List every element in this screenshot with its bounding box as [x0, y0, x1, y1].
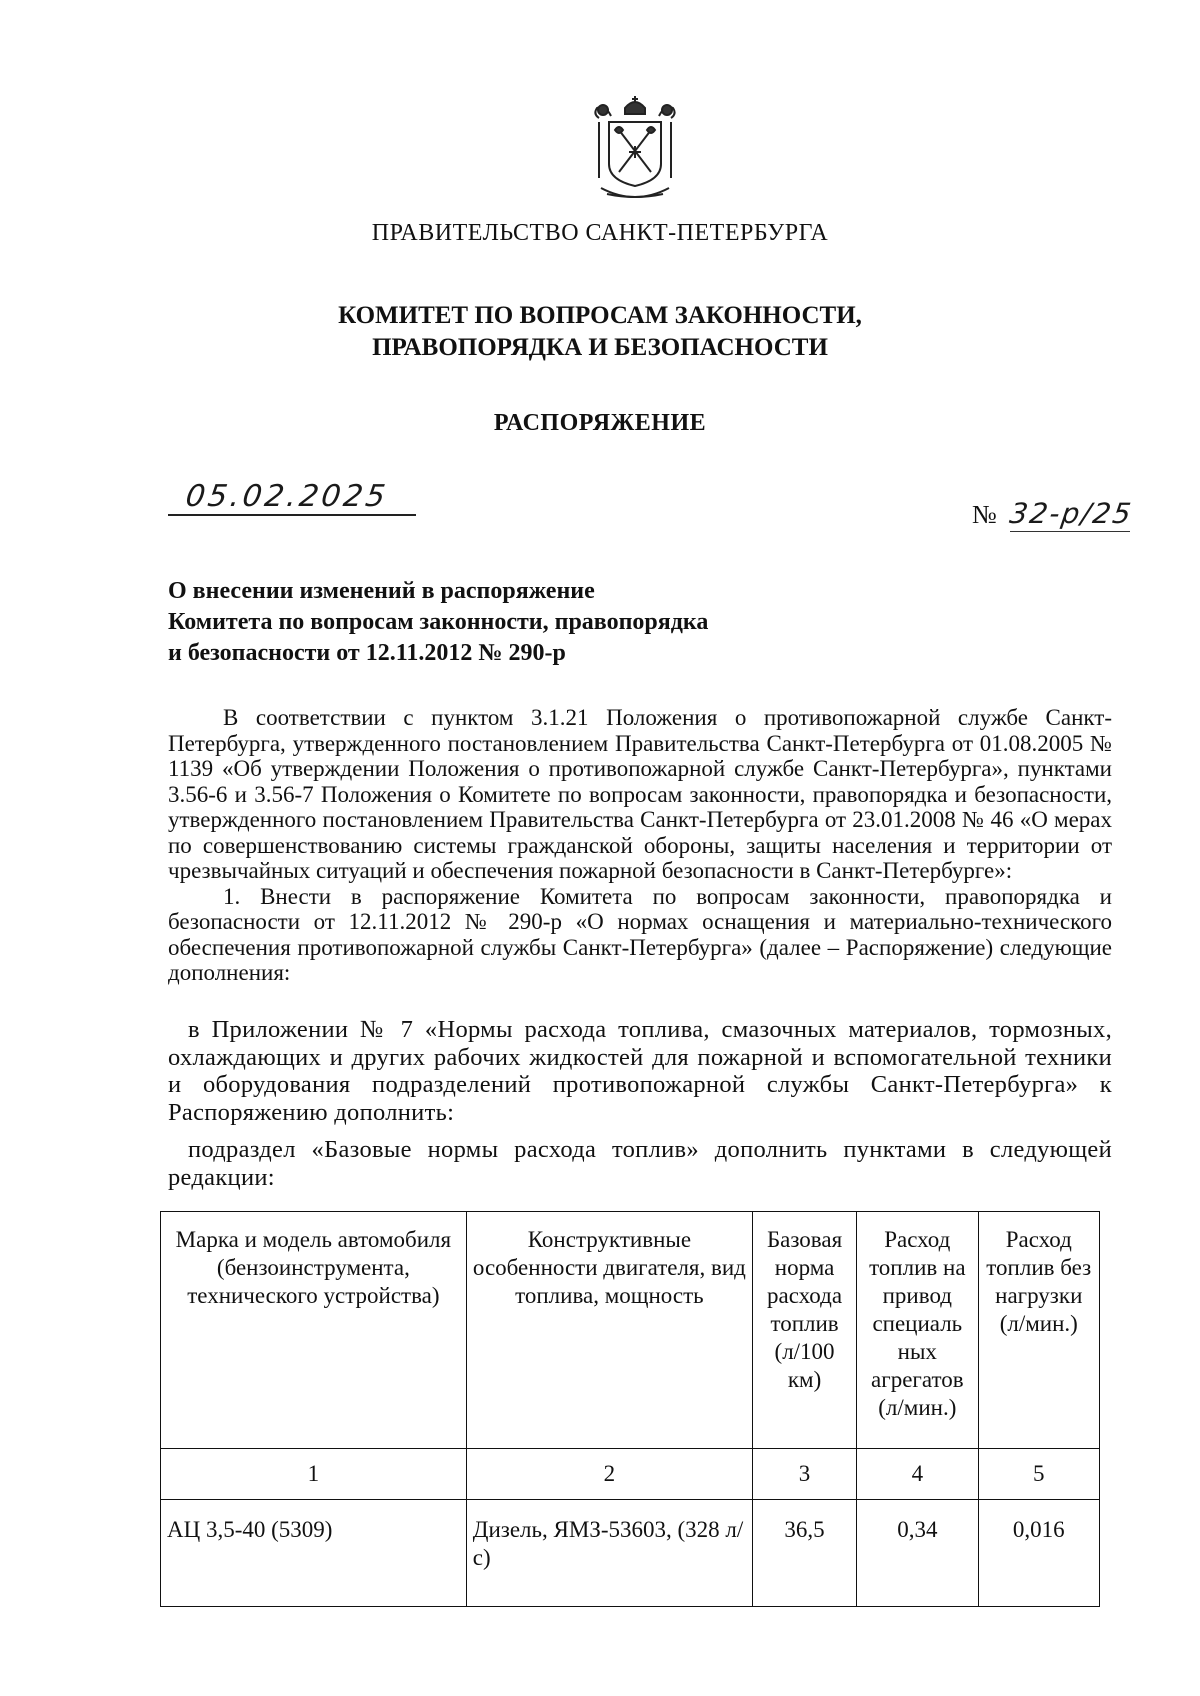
index-cell: 5	[978, 1449, 1099, 1500]
cell-aggregate-consumption: 0,34	[857, 1500, 978, 1607]
committee-title	[0, 300, 1200, 364]
header-cell-aggregate-consumption: Расход топлив на привод специаль ных агрегатов (л/мин.)	[857, 1212, 978, 1449]
body-text	[168, 705, 1112, 986]
st-petersburg-coat-of-arms-icon	[589, 94, 681, 206]
index-cell: 1	[161, 1449, 467, 1500]
index-cell: 4	[857, 1449, 978, 1500]
cell-base-norm: 36,5	[753, 1500, 857, 1607]
paragraph-preamble: В соответствии с пунктом 3.1.21 Положения о противопожарной службе Санкт-Петербурга, утвержденного постановлением Правительства Санкт-Петербурга от 01.08.2005 № 1139 «Об утверждении Положения о противопожарной службе Санкт-Петербурга», пунктами 3.56-6 и 3.56-7 Положения о Комитете по вопросам законности, правопорядка и безопасности, утвержденного постановлением Правительства Санкт-Петербурга от 23.01.2008 № 46 «О мерах по совершенствованию системы гражданской обороны, защиты населения и территории от чрезвычайных ситуаций и обеспечения пожарной безопасности в Санкт-Петербурге»:	[168, 705, 1112, 883]
date-underline	[168, 514, 416, 516]
paragraph-subsection: подраздел «Базовые нормы расхода топлив» дополнить пунктами в следующей редакции:	[168, 1136, 1112, 1191]
index-cell: 3	[753, 1449, 857, 1500]
body-text-2	[168, 1016, 1112, 1191]
paragraph-appendix-7: в Приложении № 7 «Нормы расхода топлива, смазочных материалов, тормозных, охлаждающих и других рабочих жидкостей для пожарной и вспомогательной техники и оборудования подразделений противопожарной службы Санкт-Петербурга» к Распоряжению дополнить:	[168, 1016, 1112, 1126]
committee-title-line-1: КОМИТЕТ ПО ВОПРОСАМ ЗАКОННОСТИ,	[338, 302, 862, 329]
cell-idle-consumption: 0,016	[978, 1500, 1099, 1607]
table-row	[161, 1500, 1100, 1607]
subject-line-3: и безопасности от 12.11.2012 № 290-р	[168, 640, 566, 666]
handwritten-date: 05.02.2025	[183, 479, 391, 514]
index-cell: 2	[466, 1449, 752, 1500]
document-type: РАСПОРЯЖЕНИЕ	[493, 410, 707, 436]
handwritten-number: 32-р/25	[1007, 497, 1135, 530]
document-date	[168, 472, 416, 520]
header-cell-base-norm: Базовая норма расхода топлив (л/100 км)	[753, 1212, 857, 1449]
committee-title-line-2: ПРАВОПОРЯДКА И БЕЗОПАСНОСТИ	[372, 334, 828, 361]
cell-engine: Дизель, ЯМЗ-53603, (328 л/с)	[466, 1500, 752, 1607]
table-header-row	[161, 1212, 1100, 1449]
number-underline	[1010, 531, 1130, 532]
number-sign: №	[972, 500, 997, 529]
header-cell-idle-consumption: Расход топлив без нагрузки (л/мин.)	[978, 1212, 1099, 1449]
fuel-norms-table	[160, 1211, 1100, 1607]
document-subject	[168, 576, 788, 669]
document-number	[972, 492, 1152, 536]
header-cell-model: Марка и модель автомобиля (бензоинструмента, технического устройства)	[161, 1212, 467, 1449]
cell-model: АЦ 3,5-40 (5309)	[161, 1500, 467, 1607]
subject-line-1: О внесении изменений в распоряжение	[168, 578, 595, 604]
government-title: ПРАВИТЕЛЬСТВО САНКТ-ПЕТЕРБУРГА	[371, 220, 829, 246]
paragraph-item-1: 1. Внести в распоряжение Комитета по вопросам законности, правопорядка и безопасности от 12.11.2012 № 290-р «О нормах оснащения и материально-технического обеспечения противопожарной службы Санкт-Петербурга» (далее – Распоряжение) следующие дополнения:	[168, 883, 1112, 985]
table-index-row	[161, 1449, 1100, 1500]
subject-line-2: Комитета по вопросам законности, правопорядка	[168, 609, 709, 635]
header-cell-engine: Конструктивные особенности двигателя, вид топлива, мощность	[466, 1212, 752, 1449]
